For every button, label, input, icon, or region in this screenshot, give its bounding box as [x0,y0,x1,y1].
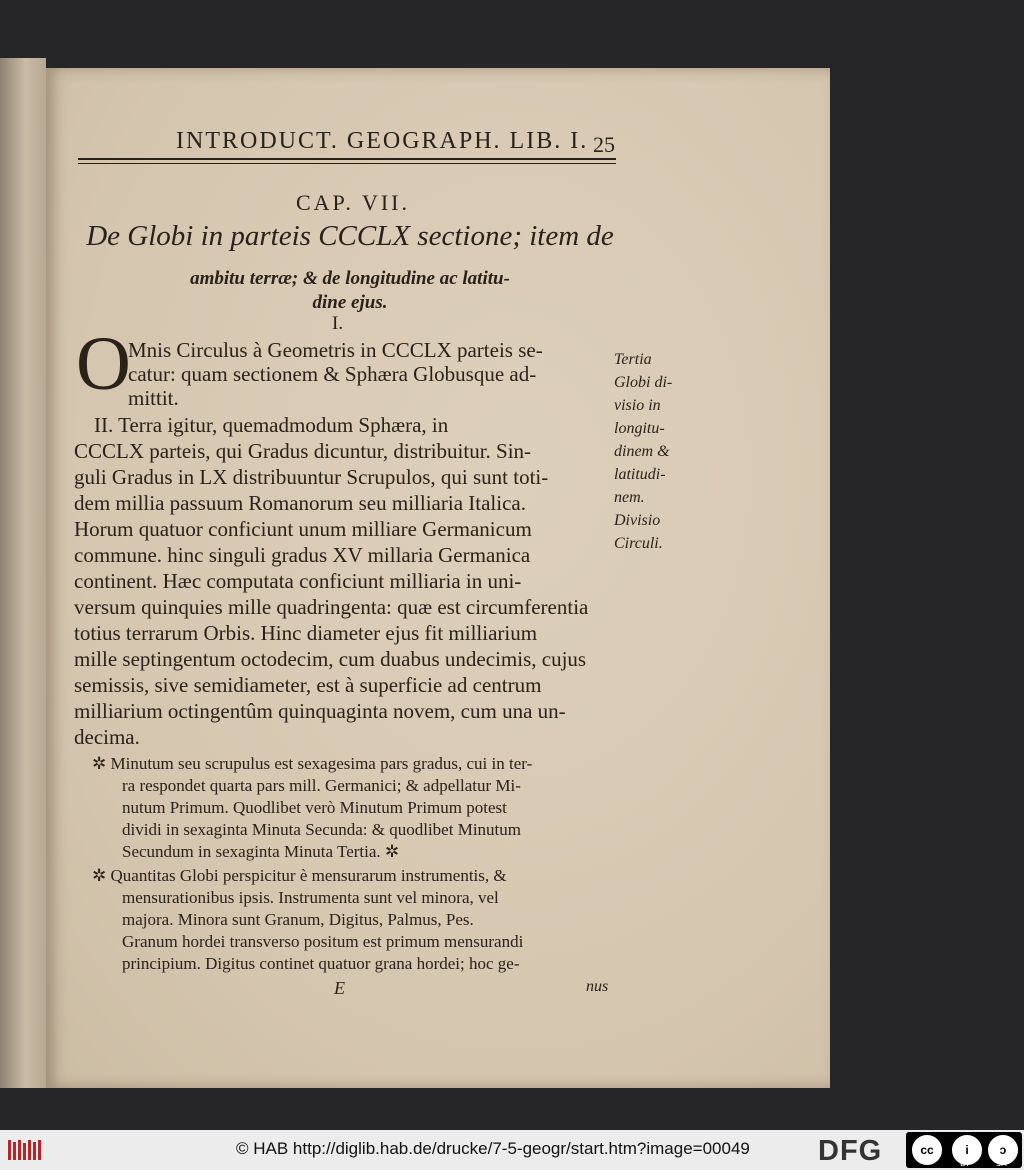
body-line: guli Gradus in LX distribuuntur Scrupulos, qui sunt toti- [74,465,549,489]
catchword: nus [586,978,609,995]
margin-note: nem. [614,489,645,506]
margin-note: dinem & [614,443,670,460]
margin-note: Divisio [614,512,661,529]
chapter-title-line-2: ambitu terræ; & de longitudine ac latitu- [190,268,510,289]
margin-note: Globi di- [614,374,673,391]
body-line: milliarium octingentûm quinquaginta novem, cum una un- [74,699,566,723]
page-number: 25 [593,132,615,157]
body-line: dem millia passuum Romanorum seu milliaria Italica. [74,491,526,515]
cc-sa-label: SA [996,1159,1007,1168]
margin-note: longitu- [614,420,665,437]
footnote-line: ✲ Quantitas Globi perspicitur è mensurarum instrumentis, & [92,866,507,885]
book-page [46,68,830,1088]
body-line: continent. Hæc computata conficiunt milliaria in uni- [74,569,522,593]
body-line: totius terrarum Orbis. Hinc diameter ejus fit milliarium [74,621,538,645]
body-line: catur: quam sectionem & Sphæra Globusque ad- [128,362,537,386]
footnote-line: dividi in sexaginta Minuta Secunda: & quodlibet Minutum [122,820,521,839]
footnote-line: ra respondet quarta pars mill. Germanici; & adpellatur Mi- [122,776,521,795]
footnote-line: Granum hordei transverso positum est primum mensurandi [122,932,524,951]
cc-by-label: BY [960,1159,970,1168]
signature-mark: E [334,978,345,998]
header-rule-thin [78,163,616,164]
body-line: Mnis Circulus à Geometris in CCCLX parteis se- [128,338,543,362]
running-head: INTRODUCT. GEOGRAPH. LIB. I. [176,128,589,154]
chapter-title-line-3: dine ejus. [312,292,388,313]
drop-cap: O [76,322,131,406]
footnote-line: majora. Minora sunt Granum, Digitus, Palmus, Pes. [122,910,474,929]
footnote-line: principium. Digitus continet quatuor grana hordei; hoc ge- [122,954,520,973]
margin-note: Circuli. [614,535,663,552]
chapter-title-line-1: De Globi in parteis CCCLX sectione; item de [86,220,614,252]
margin-note: visio in [614,397,661,414]
body-line: commune. hinc singuli gradus XV millaria Germanica [74,543,531,567]
margin-note: Tertia [614,351,652,368]
body-line: semissis, sive semidiameter, est à superficie ad centrum [74,673,542,697]
body-line: decima. [74,725,140,749]
body-line: Horum quatuor conficiunt unum milliare Germanicum [74,517,532,541]
viewer-footer [0,1130,1024,1170]
sa-icon: ↄ [988,1135,1018,1165]
previous-page-edge [0,58,46,1088]
body-line: II. Terra igitur, quemadmodum Sphæra, in [94,413,449,437]
cc-license-badge[interactable] [906,1132,1022,1168]
section-number: I. [332,313,344,334]
body-line: mille septingentum octodecim, cum duabus undecimis, cujus [74,647,587,671]
hab-logo-icon[interactable] [6,1138,46,1162]
chapter-heading: CAP. VII. [296,190,411,215]
body-line: versum quinquies mille quadringenta: quæ est circumferentia [74,595,589,619]
footnote-line: nutum Primum. Quodlibet verò Minutum Primum potest [122,798,507,817]
body-line: CCCLX parteis, qui Gradus dicuntur, distribuitur. Sin- [74,439,532,463]
by-icon: i [952,1135,982,1165]
body-line: mittit. [128,386,179,410]
margin-note: latitudi- [614,466,666,483]
footnote-line: Secundum in sexaginta Minuta Tertia. ✲ [122,842,400,861]
dfg-logo[interactable]: DFG [818,1135,883,1167]
cc-icon: cc [912,1135,942,1165]
footnote-line: mensurationibus ipsis. Instrumenta sunt vel minora, vel [122,888,499,907]
header-rule [78,158,616,160]
copyright-link[interactable]: © HAB http://diglib.hab.de/drucke/7-5-geogr/start.htm?image=00049 [236,1139,750,1158]
footnote-line: ✲ Minutum seu scrupulus est sexagesima pars gradus, cui in ter- [92,754,533,773]
